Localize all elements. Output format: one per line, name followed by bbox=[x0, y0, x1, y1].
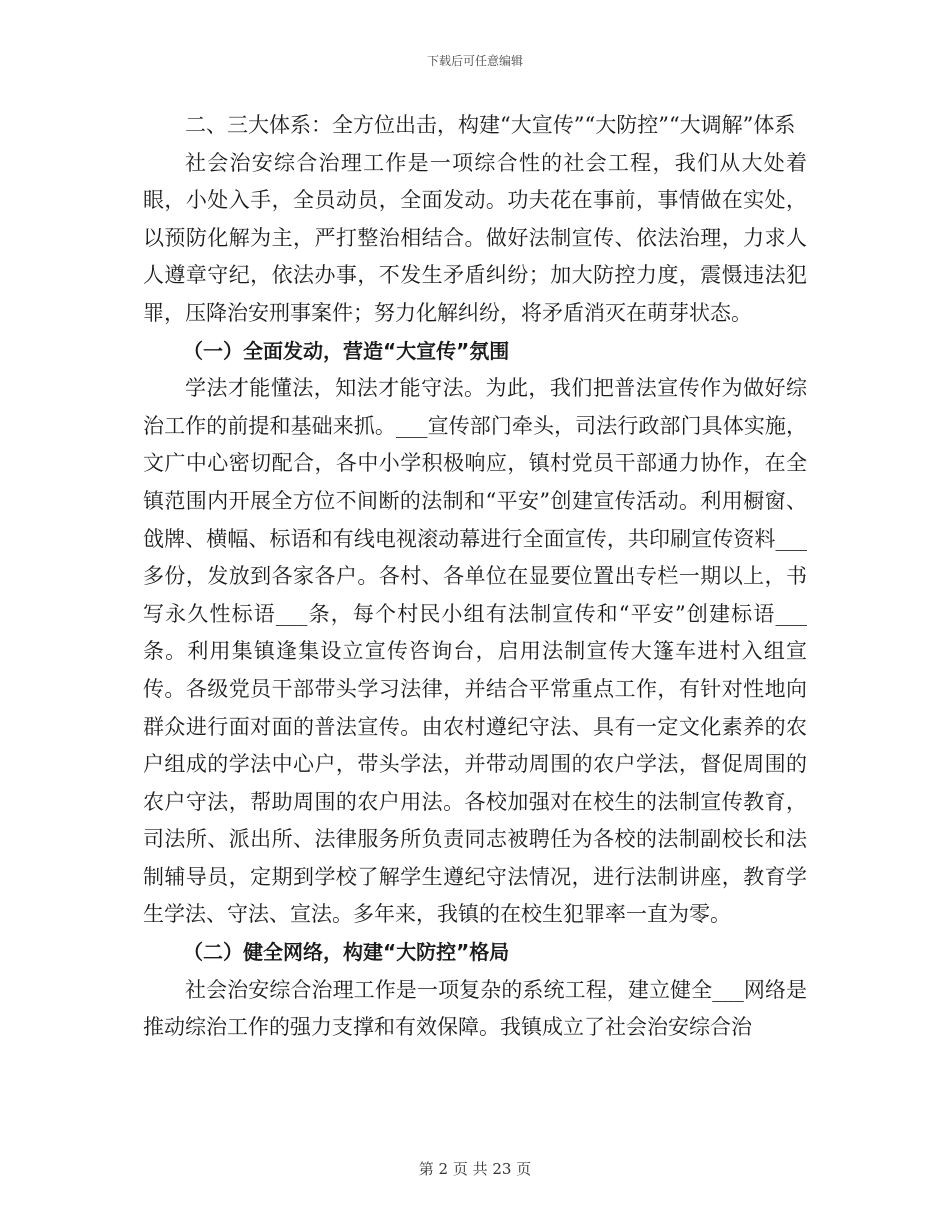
intro-paragraph: 社会治安综合治理工作是一项综合性的社会工程，我们从大处着眼，小处入手，全员动员，全面发动。功夫花在事前，事情做在实处，以预防化解为主，严打整治相结合。做好法制宣传、依法治理，力求人人遵章守纪，依法办事，不发生矛盾纠纷；加大防控力度，震慑违法犯罪，压降治安刑事案件；努力化解纠纷，将矛盾消灭在萌芽状态。 bbox=[143, 150, 807, 325]
subsection-1-title: （一）全面发动，营造“大宣传”氛围 bbox=[183, 338, 510, 363]
section-title: 二、三大体系：全方位出击，构建“大宣传”“大防控”“大调解”体系 bbox=[185, 113, 796, 137]
subsection-2-title: （二）健全网络，构建“大防控”格局 bbox=[183, 940, 510, 965]
page-header: 下载后可任意编辑 bbox=[426, 54, 523, 68]
document-body bbox=[143, 107, 807, 1047]
page-footer: 第 2 页 共 23 页 bbox=[418, 1160, 532, 1178]
subsection-2-paragraph: 社会治安综合治理工作是一项复杂的系统工程，建立健全___网络是推动综治工作的强力支撑和有效保障。我镇成立了社会治安综合治 bbox=[143, 977, 807, 1040]
subsection-1-paragraph: 学法才能懂法，知法才能守法。为此，我们把普法宣传作为做好综治工作的前提和基础来抓。___宣传部门牵头，司法行政部门具体实施，文广中心密切配合，各中小学积极响应，镇村党员干部通力协作，在全镇范围内开展全方位不间断的法制和“平安”创建宣传活动。利用橱窗、戗牌、横幅、标语和有线电视滚动幕进行全面宣传，共印刷宣传资料___多份，发放到各家各户。各村、各单位在显要位置出专栏一期以上，书写永久性标语___条，每个村民小组有法制宣传和“平安”创建标语___条。利用集镇逢集设立宣传咨询台，启用法制宣传大篷车进村入组宣传。各级党员干部带头学习法律，并结合平常重点工作，有针对性地向群众进行面对面的普法宣传。由农村遵纪守法、具有一定文化素养的农户组成的学法中心户，带头学法，并带动周围的农户学法，督促周围的农户守法，帮助周围的农户用法。各校加强对在校生的法制宣传教育，司法所、派出所、法律服务所负责同志被聘任为各校的法制副校长和法制辅导员，定期到学校了解学生遵纪守法情况，进行法制讲座，教育学生学法、守法、宣法。多年来，我镇的在校生犯罪率一直为零。 bbox=[143, 376, 807, 927]
